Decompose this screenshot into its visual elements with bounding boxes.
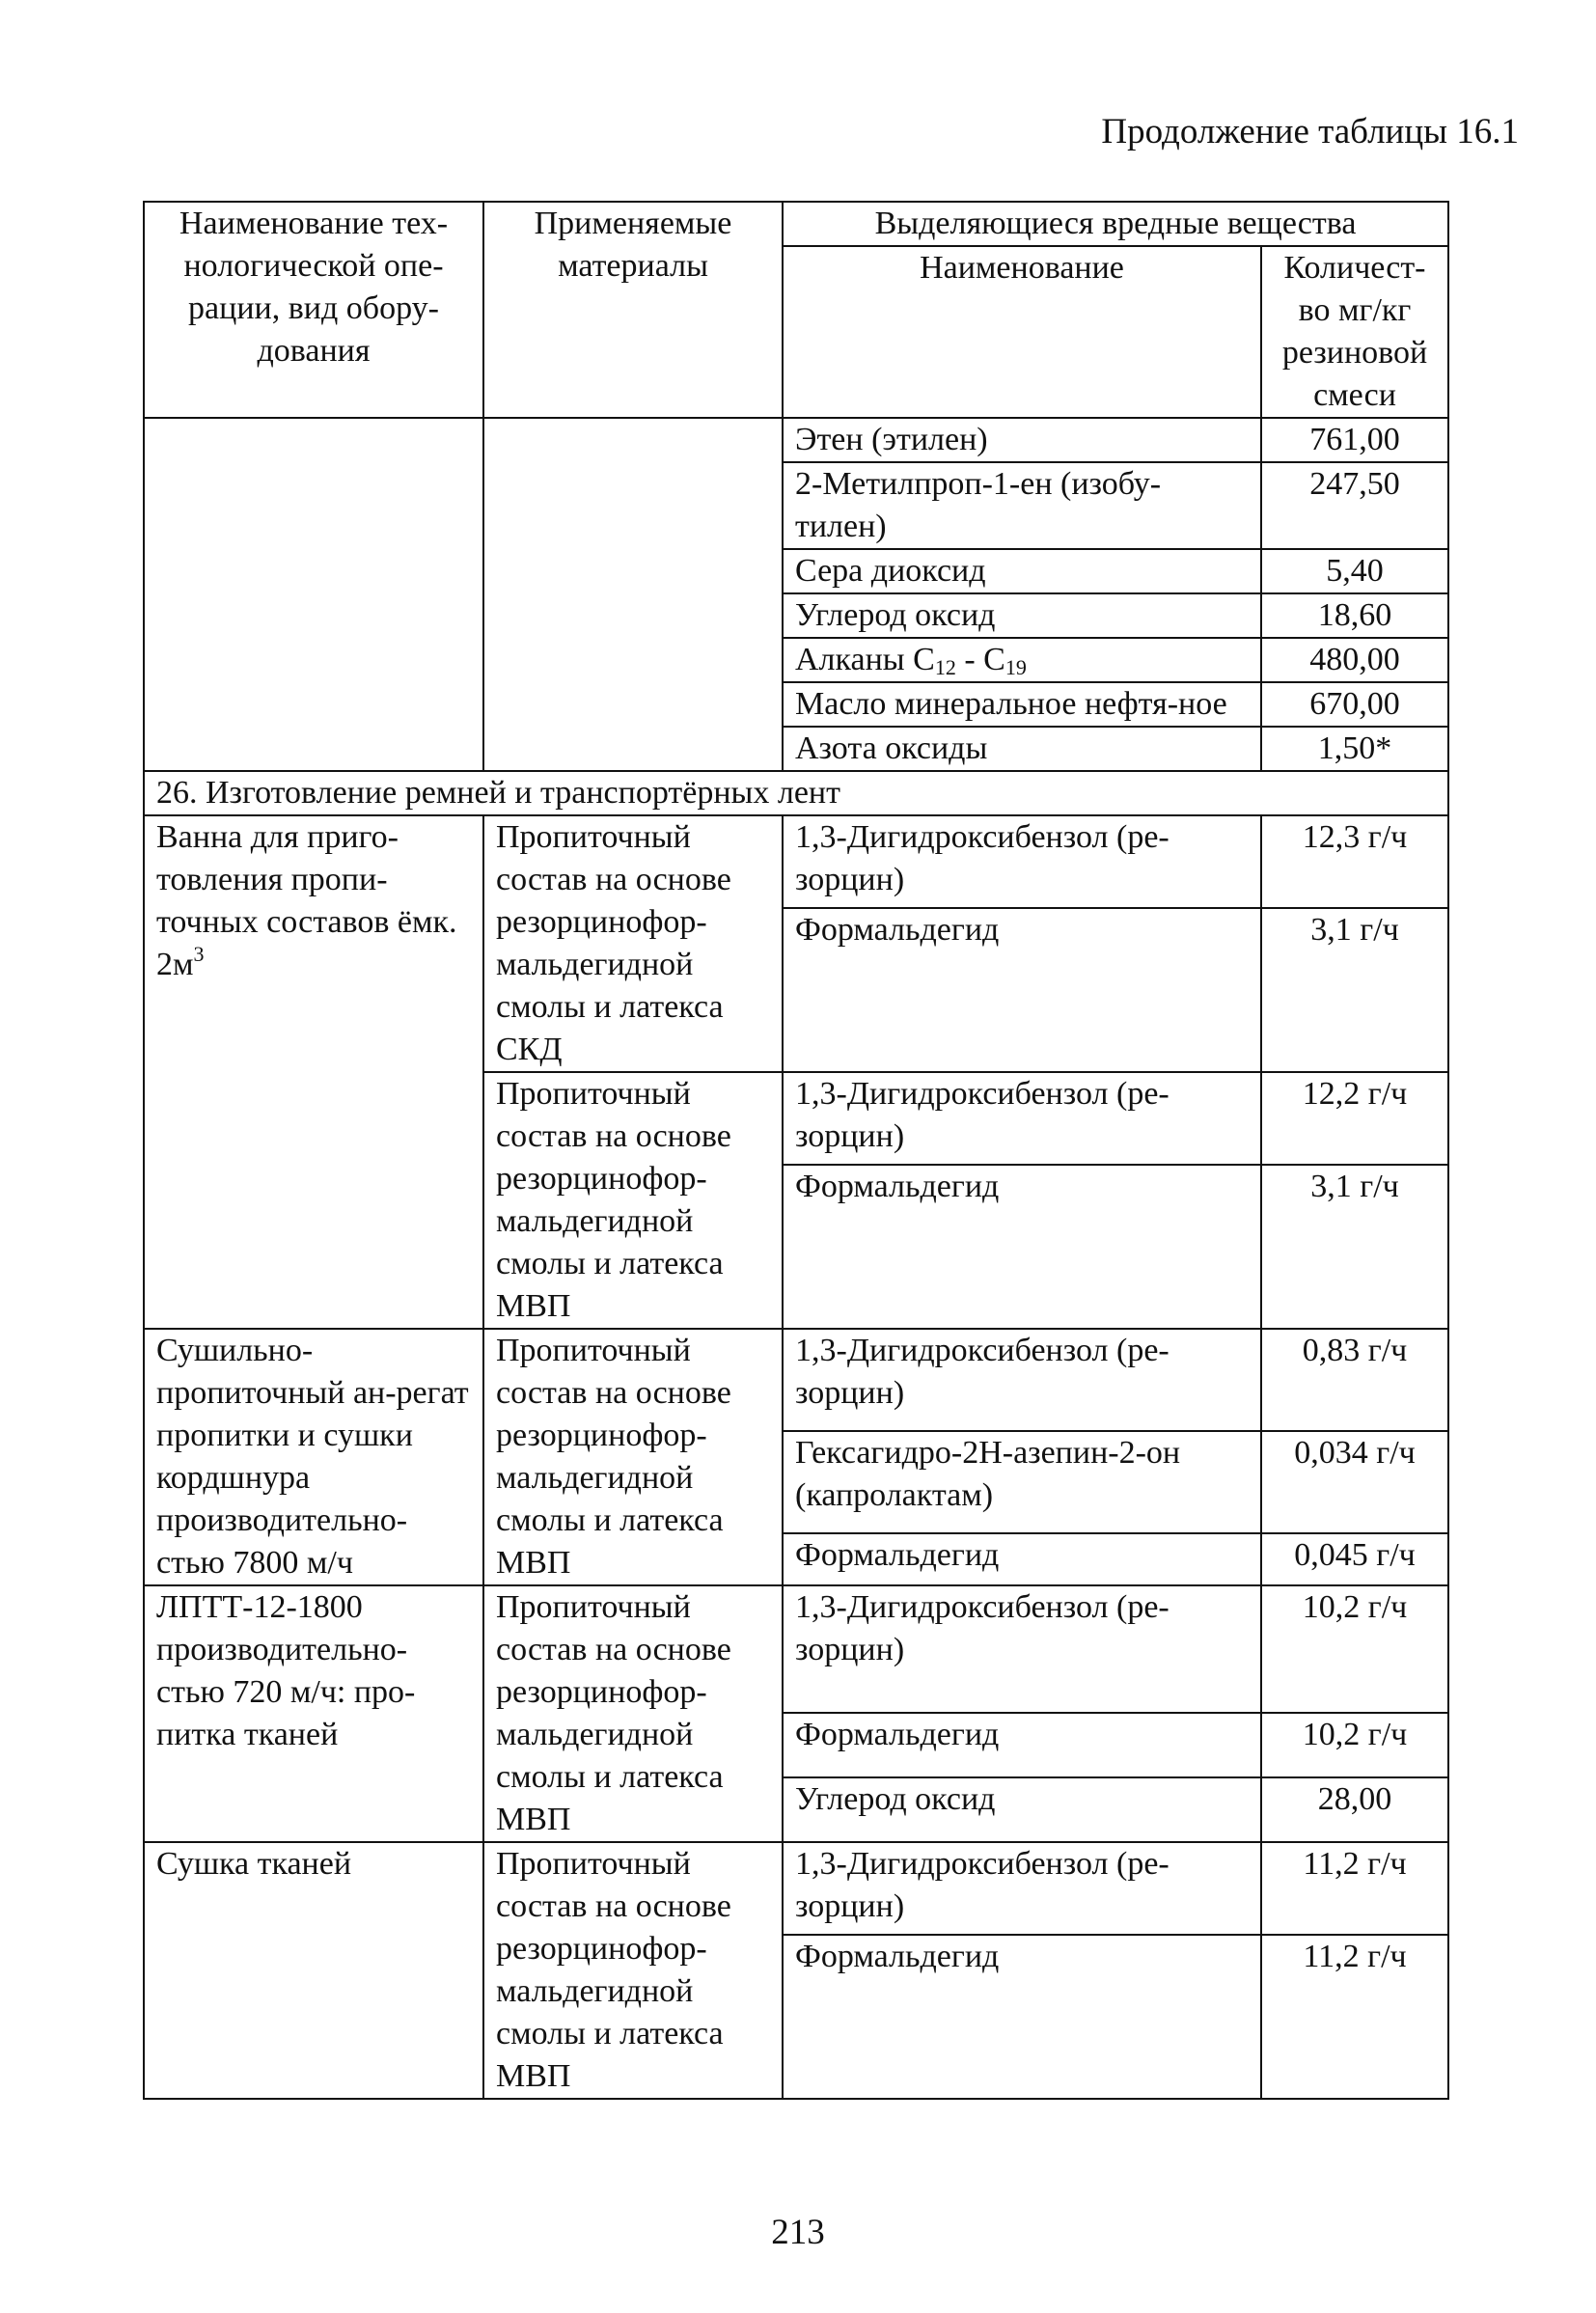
table-row (144, 1585, 1448, 1713)
materials-cell: Пропиточный состав на основе резорцинофор-мальдегидной смолы и латекса МВП (483, 1585, 783, 1842)
table-row (144, 418, 1448, 462)
substance-name (783, 638, 1261, 682)
materials-cell-empty (483, 418, 783, 771)
substance-name: Формальдегид (783, 1713, 1261, 1777)
substance-name-part: Алканы С (795, 642, 935, 677)
substance-name: 1,3-Дигидроксибензол (ре-зорцин) (783, 1585, 1261, 1713)
substance-amount: 480,00 (1261, 638, 1448, 682)
substance-name: Формальдегид (783, 1165, 1261, 1329)
substance-name: Формальдегид (783, 908, 1261, 1072)
substance-name: 1,3-Дигидроксибензол (ре-зорцин) (783, 1329, 1261, 1431)
subscript: 12 (934, 655, 956, 679)
substance-amount: 3,1 г/ч (1261, 1165, 1448, 1329)
substance-amount: 0,034 г/ч (1261, 1431, 1448, 1533)
materials-cell: Пропиточный состав на основе резорцинофор-мальдегидной смолы и латекса МВП (483, 1329, 783, 1585)
page-number: 213 (771, 2213, 825, 2252)
substance-amount: 12,3 г/ч (1261, 815, 1448, 908)
operation-cell (144, 1842, 483, 2099)
header-materials: Применяемые материалы (483, 202, 783, 418)
operation-text: Сушка тканей (156, 1846, 352, 1882)
operation-text: ЛПТТ-12-1800 производительно-стью 720 м/ч: про-питка тканей (156, 1589, 416, 1752)
substance-amount: 18,60 (1261, 593, 1448, 638)
emissions-table (143, 201, 1449, 2100)
materials-cell: Пропиточный состав на основе резорцинофор-мальдегидной смолы и латекса МВП (483, 1842, 783, 2099)
table-caption: Продолжение таблицы 16.1 (1101, 112, 1519, 151)
substance-amount: 1,50* (1261, 727, 1448, 771)
substance-amount: 12,2 г/ч (1261, 1072, 1448, 1165)
substance-name: Сера диоксид (783, 549, 1261, 593)
operation-text: Сушильно-пропиточный ан-регат пропитки и сушки кордшнура производительно-стью 7800 м/ч (156, 1333, 469, 1581)
operation-cell (144, 1585, 483, 1842)
continued-rows (144, 418, 1448, 771)
substance-amount: 0,83 г/ч (1261, 1329, 1448, 1431)
substance-name: 1,3-Дигидроксибензол (ре-зорцин) (783, 1072, 1261, 1165)
header-row (144, 202, 1448, 246)
substance-name: Этен (этилен) (783, 418, 1261, 462)
header-operation: Наименование тех-нологической опе-рации, вид обору-дования (144, 202, 483, 418)
operation-cell-empty (144, 418, 483, 771)
section-title: 26. Изготовление ремней и транспортёрных лент (144, 771, 1448, 815)
substance-name: 1,3-Дигидроксибензол (ре-зорцин) (783, 1842, 1261, 1935)
substance-name: Формальдегид (783, 1533, 1261, 1585)
substance-amount: 247,50 (1261, 462, 1448, 549)
substance-amount: 11,2 г/ч (1261, 1842, 1448, 1935)
table-row (144, 815, 1448, 908)
group-rows (144, 815, 1448, 2099)
operation-cell (144, 815, 483, 1329)
header-name: Наименование (783, 246, 1261, 418)
substance-amount: 5,40 (1261, 549, 1448, 593)
substance-amount: 0,045 г/ч (1261, 1533, 1448, 1585)
substance-amount: 11,2 г/ч (1261, 1935, 1448, 2099)
table-row (144, 1329, 1448, 1431)
header-substances: Выделяющиеся вредные вещества (783, 202, 1448, 246)
substance-amount: 3,1 г/ч (1261, 908, 1448, 1072)
materials-cell: Пропиточный состав на основе резорцинофор-мальдегидной смолы и латекса СКД (483, 815, 783, 1072)
materials-cell: Пропиточный состав на основе резорцинофор-мальдегидной смолы и латекса МВП (483, 1072, 783, 1329)
substance-name: Формальдегид (783, 1935, 1261, 2099)
operation-text: Ванна для приго-товления пропи-точных составов ёмк. 2м (156, 819, 457, 982)
operation-cell (144, 1329, 483, 1585)
substance-amount: 761,00 (1261, 418, 1448, 462)
substance-name: Углерод оксид (783, 1777, 1261, 1842)
header-amount: Количест-во мг/кг резиновой смеси (1261, 246, 1448, 418)
substance-name: Азота оксиды (783, 727, 1261, 771)
substance-name: Гексагидро-2Н-азепин-2-он (капролактам) (783, 1431, 1261, 1533)
substance-name: 2-Метилпроп-1-ен (изобу-тилен) (783, 462, 1261, 549)
substance-amount: 10,2 г/ч (1261, 1713, 1448, 1777)
substance-name: 1,3-Дигидроксибензол (ре-зорцин) (783, 815, 1261, 908)
substance-name-part: - С (955, 642, 1005, 677)
substance-name: Углерод оксид (783, 593, 1261, 638)
superscript: 3 (193, 942, 205, 966)
substance-amount: 10,2 г/ч (1261, 1585, 1448, 1713)
substance-amount: 670,00 (1261, 682, 1448, 727)
table-row (144, 1842, 1448, 1935)
subscript: 19 (1004, 655, 1027, 679)
substance-amount: 28,00 (1261, 1777, 1448, 1842)
section-row (144, 771, 1448, 815)
substance-name: Масло минеральное нефтя-ное (783, 682, 1261, 727)
